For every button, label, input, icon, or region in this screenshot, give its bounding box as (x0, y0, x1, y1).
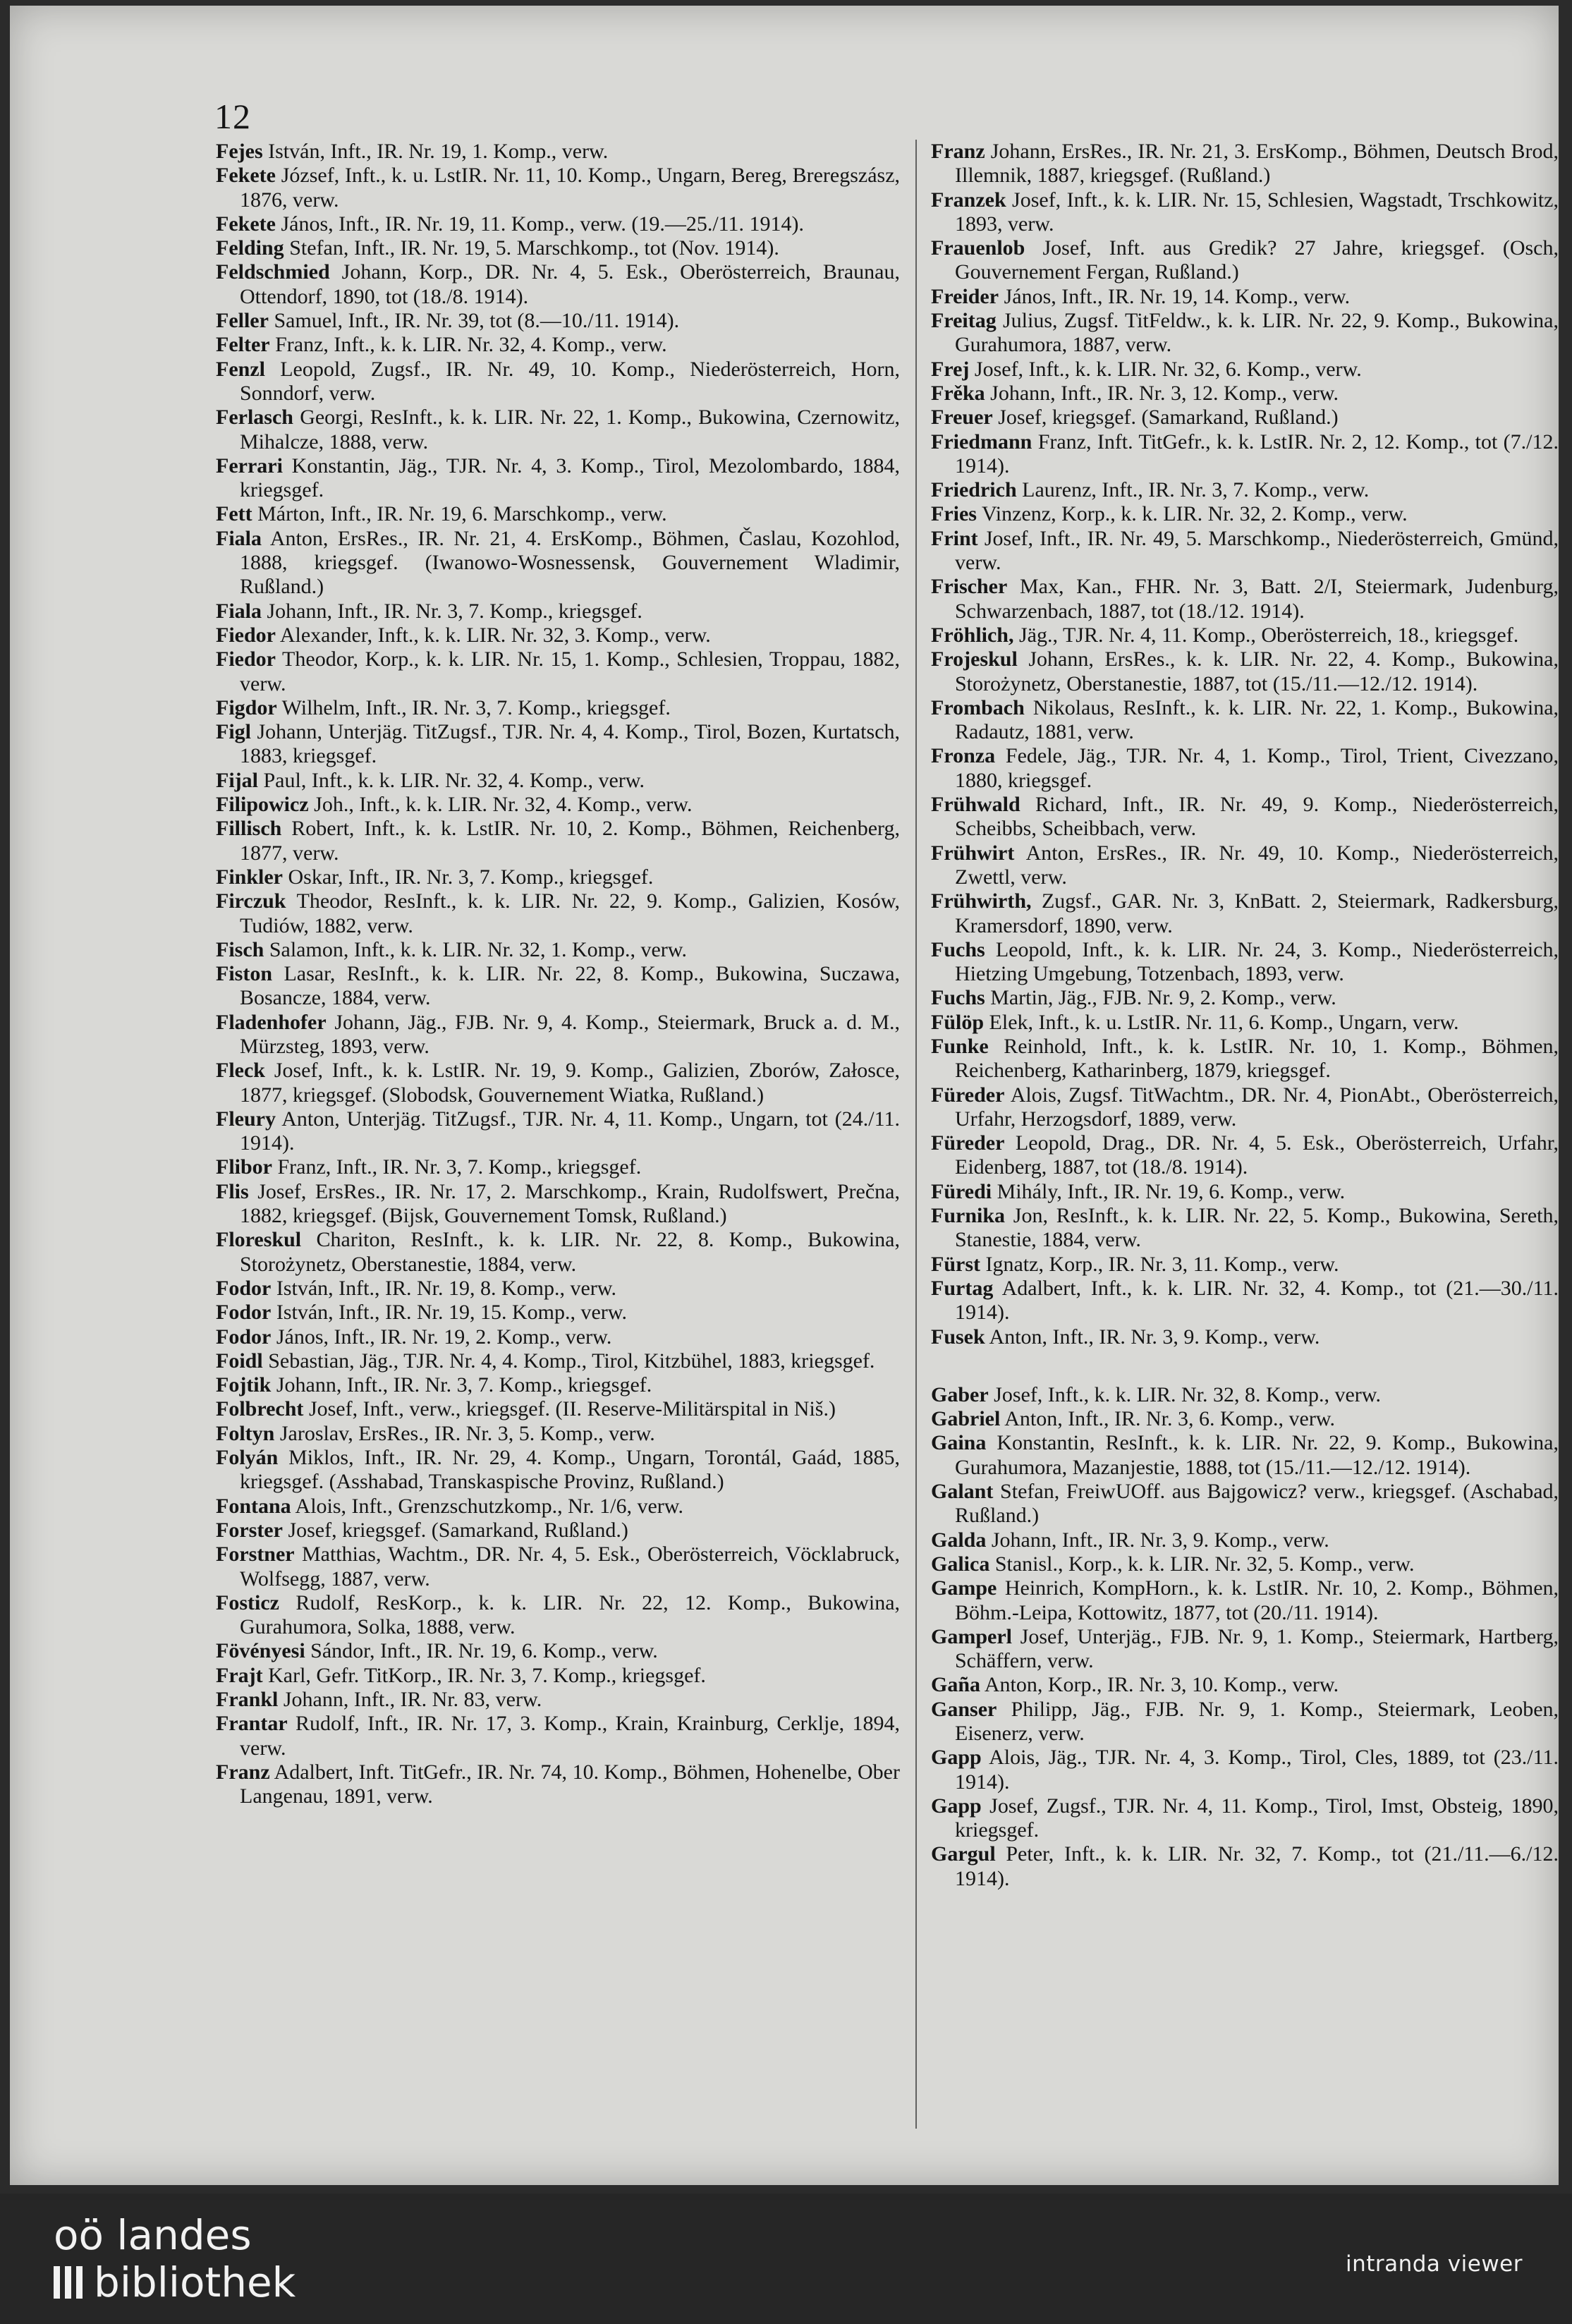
entry-details: Mihály, Inft., IR. Nr. 19, 6. Komp., verw. (997, 1179, 1346, 1203)
entry-surname: Fuchs (931, 986, 985, 1010)
entry-details: Alexander, Inft., k. k. LIR. Nr. 32, 3. Komp., verw. (279, 623, 711, 647)
entry-details: Philipp, Jäg., FJB. Nr. 9, 1. Komp., Steiermark, Leoben, Eisenerz, verw. (955, 1697, 1559, 1745)
list-entry (931, 623, 1559, 647)
entry-surname: Filipowicz (216, 793, 309, 817)
entry-surname: Figl (216, 720, 251, 744)
list-entry (931, 1277, 1559, 1325)
entry-surname: Gaña (931, 1673, 981, 1697)
entry-surname: Frantar (216, 1712, 288, 1736)
list-entry (216, 889, 900, 938)
list-entry (216, 1107, 900, 1156)
entry-details: Miklos, Inft., IR. Nr. 29, 4. Komp., Ungarn, Torontál, Gaád, 1885, kriegsgef. (Asshabad, Transkaspische Provinz, Rußland.) (240, 1446, 901, 1494)
entry-surname: Frühwald (931, 793, 1020, 817)
entry-surname: Fiala (216, 526, 262, 550)
list-entry (931, 841, 1559, 890)
entry-details: Jaroslav, ErsRes., IR. Nr. 3, 5. Komp., verw. (279, 1421, 655, 1445)
entry-details: Josef, Unterjäg., FJB. Nr. 9, 1. Komp., Steiermark, Hartberg, Schäffern, verw. (955, 1624, 1559, 1673)
list-entry (216, 1639, 900, 1663)
entry-surname: Franz (931, 140, 985, 163)
entry-details: Vinzenz, Korp., k. k. LIR. Nr. 32, 2. Komp., verw. (981, 502, 1408, 526)
entry-surname: Füreder (931, 1083, 1005, 1107)
entry-details: István, Inft., IR. Nr. 19, 15. Komp., verw. (276, 1301, 627, 1325)
list-entry (216, 1011, 900, 1059)
entry-surname: Ferlasch (216, 406, 293, 430)
entry-surname: Fiston (216, 962, 273, 986)
entry-surname: Fontana (216, 1494, 291, 1518)
entry-details: Robert, Inft., k. k. LstIR. Nr. 10, 2. Komp., Böhmen, Reichenberg, 1877, verw. (240, 817, 900, 865)
entry-details: Josef, Inft. aus Gredik? 27 Jahre, kriegsgef. (Osch, Gouvernement Fergan, Rußland.) (955, 236, 1559, 284)
entry-details: Matthias, Wachtm., DR. Nr. 4, 5. Esk., Oberösterreich, Vöcklabruck, Wolfsegg, 1887, verw. (240, 1543, 901, 1590)
entry-surname: Gaber (931, 1382, 989, 1406)
entry-details: Josef, Inft., k. k. LIR. Nr. 32, 8. Komp., verw. (994, 1382, 1381, 1406)
list-entry (216, 309, 900, 333)
entry-details: Georgi, ResInft., k. k. LIR. Nr. 22, 1. Komp., Bukowina, Czernowitz, Mihalcze, 1888, verw. (240, 406, 901, 454)
entry-surname: Fleck (216, 1059, 265, 1083)
entry-surname: Frauenlob (931, 236, 1025, 260)
entry-surname: Frint (931, 526, 978, 550)
list-entry (216, 1373, 900, 1397)
entry-details: Johann, Inft., IR. Nr. 3, 7. Komp., kriegsgef. (267, 599, 642, 623)
list-entry (931, 1253, 1559, 1277)
page-number: 12 (214, 97, 251, 136)
entry-surname: Fleury (216, 1107, 276, 1131)
entry-surname: Felter (216, 333, 270, 357)
list-entry (931, 1204, 1559, 1253)
list-entry (216, 1495, 900, 1519)
entry-details: István, Inft., IR. Nr. 19, 8. Komp., verw. (276, 1276, 616, 1300)
logo-bars-icon (54, 2266, 83, 2299)
list-entry (216, 1543, 900, 1591)
entry-details: Elek, Inft., k. u. LstIR. Nr. 11, 6. Komp., Ungarn, verw. (989, 1010, 1459, 1034)
entry-surname: Foidl (216, 1349, 263, 1373)
list-entry (931, 744, 1559, 793)
entry-surname: Fojtik (216, 1373, 272, 1397)
list-entry (216, 1325, 900, 1349)
entry-surname: Frischer (931, 575, 1008, 599)
entry-surname: Frühwirt (931, 841, 1015, 865)
entry-surname: Fijal (216, 768, 258, 792)
list-entry (216, 962, 900, 1011)
list-entry (216, 1446, 900, 1495)
entry-details: Franz, Inft. TitGefr., k. k. LstIR. Nr. 2, 12. Komp., tot (7./12. 1914). (955, 430, 1559, 477)
entry-surname: Fillisch (216, 817, 282, 841)
entry-surname: Fodor (216, 1276, 272, 1300)
list-entry (931, 1552, 1559, 1576)
entry-details: Chariton, ResInft., k. k. LIR. Nr. 22, 8. Komp., Bukowina, Storożynetz, Oberstanestie, 1884, verw. (240, 1228, 900, 1276)
list-entry (216, 502, 900, 526)
list-entry (931, 406, 1559, 430)
entry-surname: Fenzl (216, 357, 265, 381)
scanned-page (10, 6, 1559, 2185)
entry-details: Konstantin, ResInft., k. k. LIR. Nr. 22, 9. Komp., Bukowina, Gurahumora, Mazanjestie, 1888, tot (15./11.—12./12. 1914). (955, 1431, 1559, 1479)
list-entry (931, 1673, 1559, 1697)
list-entry (216, 623, 900, 647)
list-entry (931, 358, 1559, 382)
entry-surname: Funke (931, 1034, 989, 1058)
entry-details: Stefan, FreiwUOff. aus Bajgowicz? verw., kriegsgef. (Aschabad, Rußland.) (955, 1480, 1559, 1528)
entry-surname: Fejes (216, 140, 263, 163)
entry-details: Martin, Jäg., FJB. Nr. 9, 2. Komp., verw. (990, 986, 1336, 1010)
list-entry (931, 1180, 1559, 1204)
entry-details: Peter, Inft., k. k. LIR. Nr. 32, 7. Komp., tot (21./11.—6./12. 1914). (955, 1842, 1559, 1890)
list-entry (216, 1591, 900, 1640)
entry-details: Samuel, Inft., IR. Nr. 39, tot (8.—10./11. 1914). (274, 309, 680, 333)
list-entry (931, 793, 1559, 841)
entry-surname: Fröhlich, (931, 623, 1014, 647)
entry-surname: Freuer (931, 406, 993, 430)
list-entry (931, 1698, 1559, 1746)
list-entry (216, 1180, 900, 1229)
left-column (216, 140, 900, 1808)
entry-details: Nikolaus, ResInft., k. k. LIR. Nr. 22, 1. Komp., Bukowina, Radautz, 1881, verw. (955, 695, 1559, 744)
list-entry (931, 309, 1559, 358)
entry-surname: Firczuk (216, 889, 286, 913)
entry-surname: Frěka (931, 381, 985, 405)
list-entry (931, 1407, 1559, 1431)
list-entry (931, 889, 1559, 938)
entry-details: Rudolf, Inft., IR. Nr. 17, 3. Komp., Krain, Krainburg, Cerklje, 1894, verw. (240, 1712, 901, 1760)
entry-surname: Galica (931, 1552, 990, 1576)
entry-details: Josef, ErsRes., IR. Nr. 17, 2. Marschkomp., Krain, Rudolfswert, Prečna, 1882, kriegsgef. (Bijsk, Gouvernement Tomsk, Rußland.) (240, 1179, 900, 1228)
entry-surname: Fekete (216, 212, 276, 236)
list-entry (931, 1131, 1559, 1180)
list-entry (931, 1325, 1559, 1349)
entry-surname: Felding (216, 236, 284, 260)
entry-details: Johann, Jäg., FJB. Nr. 9, 4. Komp., Steiermark, Bruck a. d. M., Mürzsteg, 1893, verw. (240, 1010, 900, 1058)
entry-surname: Foltyn (216, 1421, 275, 1445)
entry-surname: Fiala (216, 599, 262, 623)
entry-surname: Galant (931, 1480, 994, 1504)
list-entry (216, 164, 900, 212)
entry-surname: Ferrari (216, 454, 283, 477)
list-entry (216, 140, 900, 164)
entry-details: Zugsf., GAR. Nr. 3, KnBatt. 2, Steiermark, Radkersburg, Kramersdorf, 1890, verw. (955, 889, 1559, 937)
entry-details: Heinrich, KompHorn., k. k. LstIR. Nr. 10, 2. Komp., Böhmen, Böhm.-Leipa, Kottowitz, 1877, tot (20./11. 1914). (955, 1576, 1559, 1624)
entry-details: Johann, Unterjäg. TitZugsf., TJR. Nr. 4, 4. Komp., Tirol, Bozen, Kurtatsch, 1883, kriegsgef. (240, 720, 901, 768)
entry-surname: Feller (216, 309, 269, 333)
list-entry (216, 1664, 900, 1688)
entry-details: Max, Kan., FHR. Nr. 3, Batt. 2/I, Steiermark, Judenburg, Schwarzenbach, 1887, tot (18./12. 1914). (955, 575, 1559, 623)
list-entry (216, 406, 900, 454)
list-entry (931, 1011, 1559, 1035)
list-entry (931, 647, 1559, 696)
list-entry (931, 502, 1559, 526)
entry-details: Sebastian, Jäg., TJR. Nr. 4, 4. Komp., Tirol, Kitzbühel, 1883, kriegsgef. (268, 1349, 875, 1373)
entry-surname: Frühwirth, (931, 889, 1032, 913)
entry-surname: Franz (216, 1760, 270, 1784)
entry-surname: Fiedor (216, 647, 276, 671)
list-entry (216, 1228, 900, 1277)
entry-surname: Gamperl (931, 1624, 1012, 1648)
entry-details: Josef, Inft., IR. Nr. 49, 5. Marschkomp., Niederösterreich, Gmünd, verw. (955, 526, 1559, 575)
logo-text-line1: oö landes (54, 2211, 252, 2259)
entry-surname: Frojeskul (931, 647, 1018, 671)
list-entry (931, 1035, 1559, 1083)
entry-details: József, Inft., k. u. LstIR. Nr. 11, 10. Komp., Ungarn, Bereg, Breregszász, 1876, verw. (240, 164, 901, 212)
entry-details: Jäg., TJR. Nr. 4, 11. Komp., Oberösterreich, 18., kriegsgef. (1019, 623, 1519, 647)
entry-surname: Gampe (931, 1576, 997, 1600)
entry-details: Konstantin, Jäg., TJR. Nr. 4, 3. Komp., Tirol, Mezolombardo, 1884, kriegsgef. (240, 454, 900, 502)
viewer-brand-label: intranda viewer (1345, 2251, 1523, 2277)
entry-details: Alois, Inft., Grenzschutzkomp., Nr. 1/6, verw. (295, 1494, 683, 1518)
entry-details: Stanisl., Korp., k. k. LIR. Nr. 32, 5. Komp., verw. (994, 1552, 1415, 1576)
list-entry (216, 333, 900, 357)
entry-details: Theodor, Korp., k. k. LIR. Nr. 15, 1. Komp., Schlesien, Troppau, 1882, verw. (240, 647, 900, 695)
entry-surname: Gapp (931, 1794, 982, 1818)
list-entry (216, 1349, 900, 1373)
entry-details: Franz, Inft., IR. Nr. 3, 7. Komp., kriegsgef. (277, 1155, 642, 1179)
entry-details: Johann, Inft., IR. Nr. 3, 9. Komp., verw. (991, 1528, 1329, 1552)
entry-surname: Franzek (931, 188, 1006, 212)
entry-details: János, Inft., IR. Nr. 19, 11. Komp., verw. (19.—25./11. 1914). (281, 212, 805, 236)
entry-surname: Forstner (216, 1543, 295, 1566)
entry-surname: Flis (216, 1179, 249, 1203)
list-entry (931, 527, 1559, 576)
list-entry (216, 865, 900, 889)
logo-line2-wrap (54, 2258, 295, 2307)
list-entry (931, 236, 1559, 285)
list-entry (216, 696, 900, 720)
entry-details: István, Inft., IR. Nr. 19, 1. Komp., verw. (268, 140, 609, 163)
entry-details: Salamon, Inft., k. k. LIR. Nr. 32, 1. Komp., verw. (269, 937, 687, 961)
entry-surname: Friedrich (931, 478, 1017, 502)
entry-surname: Fuchs (931, 937, 985, 961)
entry-surname: Frankl (216, 1688, 279, 1711)
entry-surname: Folbrecht (216, 1397, 304, 1421)
entry-details: Fedele, Jäg., TJR. Nr. 4, 1. Komp., Tirol, Trient, Civezzano, 1880, kriegsgef. (955, 744, 1559, 792)
entry-details: Joh., Inft., k. k. LIR. Nr. 32, 4. Komp., verw. (314, 793, 693, 817)
entry-details: Anton, Inft., IR. Nr. 3, 9. Komp., verw. (989, 1325, 1320, 1349)
entry-details: Adalbert, Inft., k. k. LIR. Nr. 32, 4. Komp., tot (21.—30./11. 1914). (955, 1276, 1559, 1325)
entry-details: Ignatz, Korp., IR. Nr. 3, 11. Komp., verw. (985, 1252, 1339, 1276)
entry-surname: Forster (216, 1518, 283, 1542)
entry-details: Leopold, Inft., k. k. LIR. Nr. 24, 3. Komp., Niederösterreich, Hietzing Umgebung, Totzenbach, 1893, verw. (955, 937, 1559, 986)
entry-details: Josef, kriegsgef. (Samarkand, Rußland.) (998, 406, 1339, 430)
entry-surname: Folyán (216, 1446, 279, 1470)
list-entry (216, 1301, 900, 1325)
list-entry (216, 769, 900, 793)
entry-surname: Fiedor (216, 623, 276, 647)
list-entry (216, 454, 900, 503)
entry-surname: Freitag (931, 309, 997, 333)
entry-details: Josef, Zugsf., TJR. Nr. 4, 11. Komp., Tirol, Imst, Obsteig, 1890, kriegsgef. (955, 1794, 1559, 1842)
column-divider (915, 140, 917, 2129)
entry-details: Jon, ResInft., k. k. LIR. Nr. 22, 5. Komp., Bukowina, Sereth, Stanestie, 1884, verw. (955, 1204, 1559, 1252)
list-entry (931, 140, 1559, 188)
entry-details: Rudolf, ResKorp., k. k. LIR. Nr. 22, 12. Komp., Bukowina, Gurahumora, Solka, 1888, verw. (240, 1590, 901, 1639)
entry-surname: Furnika (931, 1204, 1006, 1228)
entry-details: Josef, Inft., k. k. LIR. Nr. 15, Schlesien, Wagstadt, Trschkowitz, 1893, verw. (955, 188, 1559, 236)
entry-surname: Fövényesi (216, 1639, 305, 1663)
library-logo[interactable] (54, 2213, 295, 2307)
entry-details: Johann, Inft., IR. Nr. 3, 12. Komp., verw. (990, 381, 1339, 405)
entry-details: Reinhold, Inft., k. k. LstIR. Nr. 10, 1. Komp., Böhmen, Reichenberg, Katharinberg, 1879, kriegsgef. (955, 1034, 1559, 1083)
list-entry (216, 793, 900, 817)
entry-surname: Fett (216, 502, 252, 526)
entry-details: Johann, Inft., IR. Nr. 3, 7. Komp., kriegsgef. (276, 1373, 652, 1397)
entry-surname: Gapp (931, 1746, 982, 1770)
list-entry (216, 1760, 900, 1809)
list-entry (931, 986, 1559, 1010)
entry-surname: Fodor (216, 1325, 272, 1349)
entry-surname: Floreskul (216, 1228, 302, 1252)
list-entry (216, 527, 900, 600)
entry-details: Anton, Korp., IR. Nr. 3, 10. Komp., verw. (984, 1673, 1339, 1697)
entry-surname: Galda (931, 1528, 987, 1552)
entry-details: Wilhelm, Inft., IR. Nr. 3, 7. Komp., kriegsgef. (281, 695, 671, 719)
entry-surname: Füredi (931, 1179, 992, 1203)
entry-surname: Fronza (931, 744, 996, 768)
list-entry (931, 1480, 1559, 1528)
list-entry (216, 1155, 900, 1179)
entry-details: Leopold, Zugsf., IR. Nr. 49, 10. Komp., Niederösterreich, Horn, Sonndorf, verw. (240, 357, 901, 405)
entry-details: Laurenz, Inft., IR. Nr. 3, 7. Komp., verw. (1022, 478, 1370, 502)
list-entry (931, 1576, 1559, 1625)
list-entry (931, 382, 1559, 406)
list-entry (931, 696, 1559, 745)
entry-details: János, Inft., IR. Nr. 19, 14. Komp., verw. (1004, 284, 1351, 308)
entry-surname: Fisch (216, 937, 264, 961)
list-entry (216, 1519, 900, 1543)
list-entry (216, 600, 900, 623)
list-entry (931, 478, 1559, 502)
entry-details: Paul, Inft., k. k. LIR. Nr. 32, 4. Komp., verw. (263, 768, 645, 792)
entry-details: Julius, Zugsf. TitFeldw., k. k. LIR. Nr. 22, 9. Komp., Bukowina, Gurahumora, 1887, verw. (955, 309, 1559, 357)
entry-details: János, Inft., IR. Nr. 19, 2. Komp., verw. (276, 1325, 612, 1349)
entry-surname: Frombach (931, 695, 1025, 719)
entry-surname: Flibor (216, 1155, 272, 1179)
logo-text-line2: bibliothek (94, 2258, 296, 2306)
list-entry (931, 285, 1559, 309)
entry-surname: Fülöp (931, 1010, 985, 1034)
entry-surname: Feldschmied (216, 260, 330, 284)
entry-details: Johann, Inft., IR. Nr. 83, verw. (283, 1688, 542, 1711)
list-entry (216, 236, 900, 260)
entry-surname: Fusek (931, 1325, 985, 1349)
entry-details: Johann, ErsRes., IR. Nr. 21, 3. ErsKomp., Böhmen, Deutsch Brod, Illemnik, 1887, kriegsgef. (Rußland.) (955, 140, 1559, 188)
entry-details: Sándor, Inft., IR. Nr. 19, 6. Komp., verw. (310, 1639, 658, 1663)
entry-details: Anton, ErsRes., IR. Nr. 21, 4. ErsKomp., Böhmen, Časlau, Kozohlod, 1888, kriegsgef. (Iwanowo-Wosnessensk, Gouvernement Wladimir, Rußland.) (240, 526, 900, 599)
entry-surname: Fürst (931, 1252, 980, 1276)
list-entry (931, 1794, 1559, 1843)
entry-details: Lasar, ResInft., k. k. LIR. Nr. 22, 8. Komp., Bukowina, Suczawa, Bosancze, 1884, verw. (240, 962, 901, 1010)
entry-surname: Ganser (931, 1697, 997, 1721)
entry-details: Anton, Inft., IR. Nr. 3, 6. Komp., verw. (1004, 1407, 1336, 1431)
list-entry (216, 1688, 900, 1712)
entry-details: Josef, Inft., k. k. LIR. Nr. 32, 6. Komp., verw. (974, 357, 1362, 381)
list-entry (216, 817, 900, 865)
list-entry (931, 1431, 1559, 1480)
list-entry (216, 1059, 900, 1107)
entry-details: Oskar, Inft., IR. Nr. 3, 7. Komp., kriegsgef. (288, 865, 654, 889)
entry-surname: Fladenhofer (216, 1010, 327, 1034)
list-entry (931, 1528, 1559, 1552)
entry-surname: Gargul (931, 1842, 996, 1866)
entry-surname: Fries (931, 502, 977, 526)
entry-surname: Gabriel (931, 1407, 1001, 1431)
entry-details: Richard, Inft., IR. Nr. 49, 9. Komp., Niederösterreich, Scheibbs, Scheibbach, verw. (955, 793, 1559, 841)
entry-surname: Figdor (216, 695, 277, 719)
list-entry (931, 1625, 1559, 1674)
entry-details: Josef, Inft., k. k. LstIR. Nr. 19, 9. Komp., Galizien, Zborów, Załosce, 1877, kriegsgef. (Slobodsk, Gouvernement Wiatka, Rußland.) (240, 1059, 900, 1107)
list-entry (931, 575, 1559, 623)
entry-surname: Fosticz (216, 1590, 279, 1614)
entry-surname: Friedmann (931, 430, 1032, 454)
list-entry (216, 1422, 900, 1446)
list-entry (931, 430, 1559, 479)
list-entry (216, 938, 900, 962)
list-entry (931, 1746, 1559, 1794)
entry-surname: Finkler (216, 865, 283, 889)
entry-details: Johann, Korp., DR. Nr. 4, 5. Esk., Oberösterreich, Braunau, Ottendorf, 1890, tot (18./8. 1914). (240, 260, 901, 308)
list-entry (216, 720, 900, 769)
entry-surname: Furtag (931, 1276, 994, 1300)
entry-details: Josef, kriegsgef. (Samarkand, Rußland.) (288, 1518, 628, 1542)
entry-details: Josef, Inft., verw., kriegsgef. (II. Reserve-Militärspital in Niš.) (308, 1397, 836, 1421)
right-column (931, 140, 1559, 1891)
entry-surname: Füreder (931, 1131, 1005, 1155)
entry-surname: Gaina (931, 1431, 987, 1455)
list-entry (216, 358, 900, 406)
list-entry (931, 1842, 1559, 1891)
list-entry (216, 647, 900, 696)
entry-details: Alois, Jäg., TJR. Nr. 4, 3. Komp., Tirol, Cles, 1889, tot (23./11. 1914). (955, 1746, 1559, 1794)
list-entry (931, 1383, 1559, 1407)
entry-details: Karl, Gefr. TitKorp., IR. Nr. 3, 7. Komp., kriegsgef. (268, 1663, 706, 1687)
entry-details: Stefan, Inft., IR. Nr. 19, 5. Marschkomp., tot (Nov. 1914). (289, 236, 779, 260)
list-entry (216, 1277, 900, 1301)
entry-surname: Frajt (216, 1663, 263, 1687)
list-entry (931, 938, 1559, 987)
entry-surname: Fekete (216, 164, 276, 188)
entry-details: Anton, ErsRes., IR. Nr. 49, 10. Komp., Niederösterreich, Zwettl, verw. (955, 841, 1559, 889)
list-entry (216, 1397, 900, 1421)
list-entry (216, 1712, 900, 1760)
list-entry (931, 188, 1559, 237)
entry-details: Johann, ErsRes., k. k. LIR. Nr. 22, 4. Komp., Bukowina, Storożynetz, Oberstanestie, 1887, tot (15./11.—12./12. 1914). (955, 647, 1559, 695)
entry-details: Márton, Inft., IR. Nr. 19, 6. Marschkomp., verw. (257, 502, 667, 526)
entry-surname: Fodor (216, 1301, 272, 1325)
entry-details: Theodor, ResInft., k. k. LIR. Nr. 22, 9. Komp., Galizien, Kosów, Tudiów, 1882, verw. (240, 889, 900, 937)
entry-details: Anton, Unterjäg. TitZugsf., TJR. Nr. 4, 11. Komp., Ungarn, tot (24./11. 1914). (240, 1107, 900, 1155)
list-entry (931, 1083, 1559, 1132)
entry-details: Leopold, Drag., DR. Nr. 4, 5. Esk., Oberösterreich, Urfahr, Eidenberg, 1887, tot (18./8. 1914). (955, 1131, 1559, 1179)
list-entry (216, 260, 900, 309)
list-entry (216, 212, 900, 236)
entry-details: Franz, Inft., k. k. LIR. Nr. 32, 4. Komp., verw. (275, 333, 667, 357)
entry-details: Alois, Zugsf. TitWachtm., DR. Nr. 4, PionAbt., Oberösterreich, Urfahr, Herzogsdorf, 1889, verw. (955, 1083, 1559, 1131)
entry-surname: Frej (931, 357, 970, 381)
entry-surname: Freider (931, 284, 999, 308)
entry-details: Adalbert, Inft. TitGefr., IR. Nr. 74, 10. Komp., Böhmen, Hohenelbe, Ober Langenau, 1891, verw. (240, 1760, 900, 1808)
